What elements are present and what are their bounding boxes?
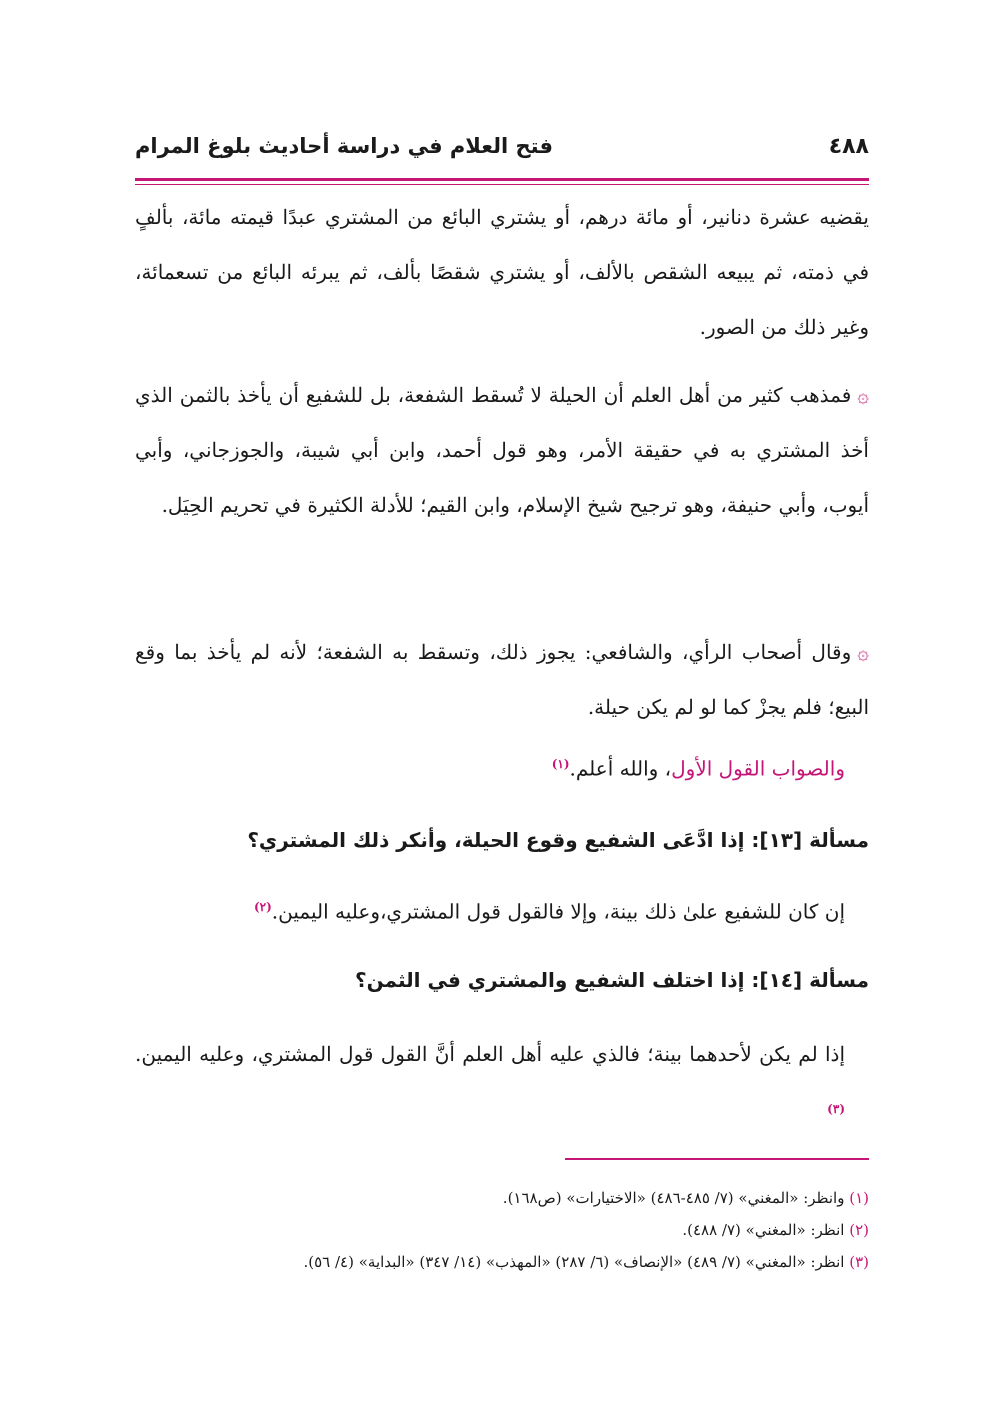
paragraph-text: يقضيه عشرة دنانير، أو مائة درهم، أو يشتري البائع من المشتري عبدًا قيمته مائة، بألفٍ في ذمته، ثم يبيعه الشقص بالألف، أو يشتري شقصًا بألف، ثم يبرئه البائع من تسعمائة، وغير ذلك من الصور. bbox=[135, 205, 869, 339]
footnote-3 bbox=[135, 1246, 869, 1278]
paragraph-6 bbox=[135, 1027, 869, 1142]
footnote-text: انظر: «المغني» (٧/ ٤٨٨). bbox=[682, 1221, 845, 1239]
paragraph-5 bbox=[135, 880, 869, 940]
question-heading-13: مسألة [١٣]: إذا ادَّعَى الشفيع وقوع الحيلة، وأنكر ذلك المشتري؟ bbox=[247, 828, 869, 852]
footnote-number: (١) bbox=[849, 1189, 869, 1207]
paragraph-body: ، والله أعلم. bbox=[569, 756, 672, 781]
paragraph-text bbox=[135, 1027, 869, 1142]
highlighted-conclusion: والصواب القول الأول bbox=[671, 756, 845, 781]
paragraph-text bbox=[135, 368, 869, 533]
paragraph-1 bbox=[135, 190, 869, 355]
footnote-text: وانظر: «المغني» (٧/ ٤٨٥-٤٨٦) «الاختيارات» (ص١٦٨). bbox=[502, 1189, 845, 1207]
flower-bullet-icon: ۞ bbox=[857, 640, 869, 664]
footnote-number: (٢) bbox=[849, 1221, 869, 1239]
paragraph-text bbox=[135, 737, 869, 797]
question-heading-14: مسألة [١٤]: إذا اختلف الشفيع والمشتري في الثمن؟ bbox=[354, 968, 869, 992]
paragraph-body: فمذهب كثير من أهل العلم أن الحيلة لا تُسقط الشفعة، بل للشفيع أن يأخذ بالثمن الذي أخذ المشتري به في حقيقة الأمر، وهو قول أحمد، وابن أبي شيبة، والجوزجاني، وأبي أيوب، وأبي حنيفة، وهو ترجيح شيخ الإسلام، وابن القيم؛ للأدلة الكثيرة في تحريم الحِيَل. bbox=[135, 383, 869, 517]
footnotes bbox=[135, 1182, 869, 1278]
paragraph-body: إن كان للشفيع علىٰ ذلك بينة، وإلا فالقول قول المشتري،وعليه اليمين. bbox=[271, 899, 845, 924]
page-header bbox=[135, 128, 869, 174]
footnote-ref[interactable]: (٣) bbox=[827, 1102, 845, 1116]
paragraph-body: إذا لم يكن لأحدهما بينة؛ فالذي عليه أهل العلم أنَّ القول قول المشتري، وعليه اليمين. bbox=[135, 1042, 845, 1066]
footnote-text: انظر: «المغني» (٧/ ٤٨٩) «الإنصاف» (٦/ ٢٨٧) «المهذب» (١٤/ ٣٤٧) «البداية» (٤/ ٥٦). bbox=[303, 1253, 845, 1271]
footnote-1 bbox=[135, 1182, 869, 1214]
paragraph-3 bbox=[135, 625, 869, 735]
paragraph-text bbox=[135, 625, 869, 735]
paragraph-body: وقال أصحاب الرأي، والشافعي: يجوز ذلك، وتسقط به الشفعة؛ لأنه لم يأخذ بما وقع البيع؛ فلم يجزْ كما لو لم يكن حيلة. bbox=[135, 640, 869, 719]
footnote-2 bbox=[135, 1214, 869, 1246]
paragraph-2 bbox=[135, 368, 869, 533]
footnote-ref[interactable]: (١) bbox=[551, 757, 570, 771]
paragraph-text bbox=[135, 880, 869, 940]
paragraph-4 bbox=[135, 737, 869, 797]
footnote-separator bbox=[565, 1158, 869, 1160]
header-rule-thick bbox=[135, 178, 869, 181]
flower-bullet-icon: ۞ bbox=[857, 383, 869, 407]
footnote-ref[interactable]: (٢) bbox=[253, 900, 272, 914]
footnote-number: (٣) bbox=[849, 1253, 869, 1271]
book-title: فتح العلام في دراسة أحاديث بلوغ المرام bbox=[135, 134, 553, 158]
header-rule-thin bbox=[135, 184, 869, 185]
page-number: ٤٨٨ bbox=[828, 134, 869, 159]
